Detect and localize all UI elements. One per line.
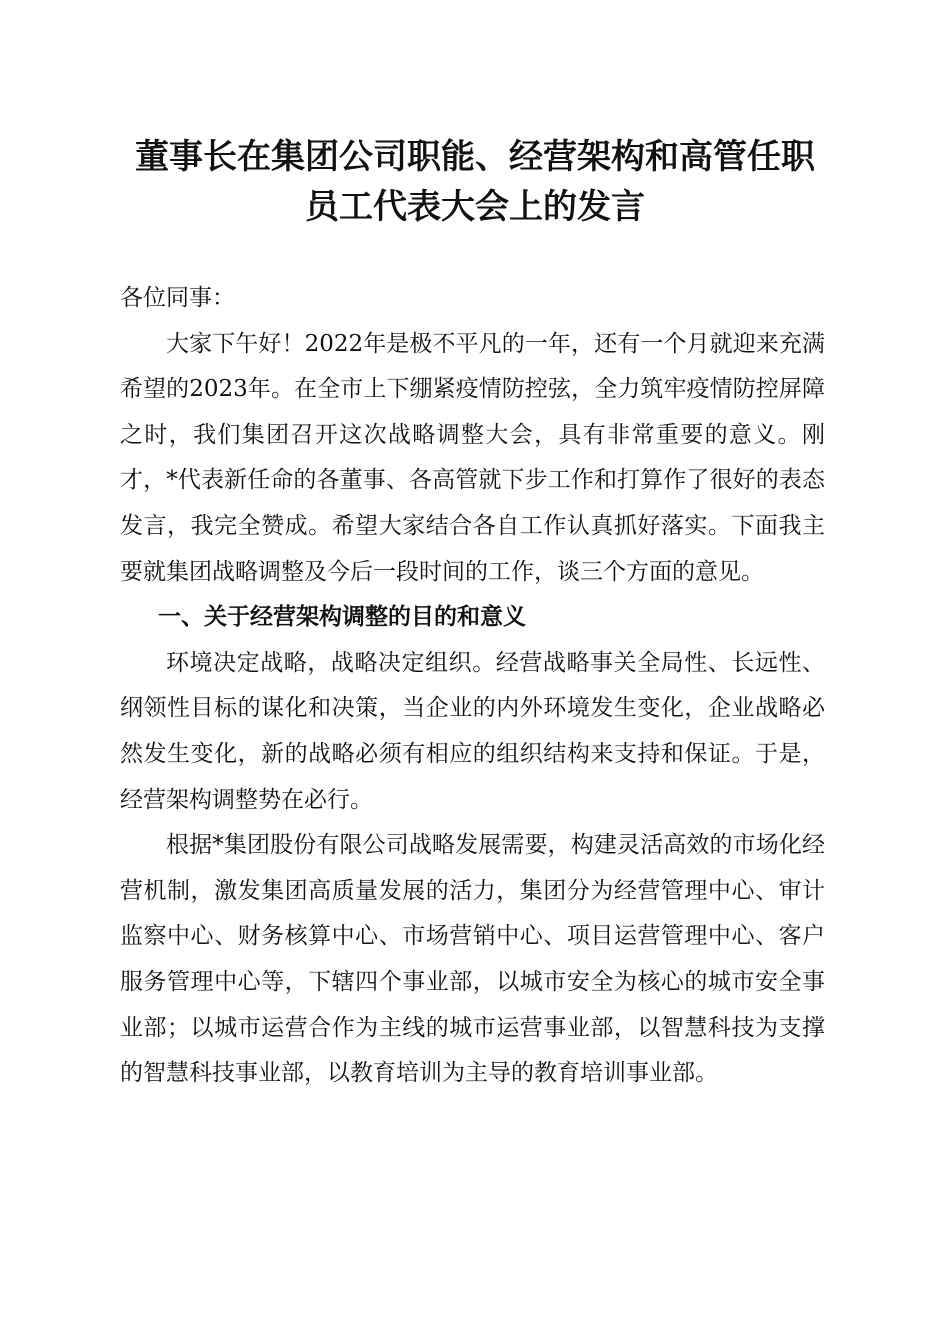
title-line-2: 员工代表大会上的发言 bbox=[305, 187, 645, 227]
section-1-paragraph-1: 环境决定战略，战略决定组织。经营战略事关全局性、长远性、纲领性目标的谋化和决策，当企业的内外环境发生变化，企业战略必然发生变化，新的战略必须有相应的组织结构来支持和保证。于是，经营架构调整势在必行。 bbox=[120, 649, 825, 813]
document-body bbox=[120, 276, 825, 1097]
salutation: 各位同事： bbox=[120, 285, 235, 311]
section-1-paragraph-2: 根据*集团股份有限公司战略发展需要，构建灵活高效的市场化经营机制，激发集团高质量发展的活力，集团分为经营管理中心、审计监察中心、财务核算中心、市场营销中心、项目运营管理中心、客户服务管理中心等，下辖四个事业部，以城市安全为核心的城市安全事业部；以城市运营合作为主线的城市运营事业部，以智慧科技为支撑的智慧科技事业部，以教育培训为主导的教育培训事业部。 bbox=[120, 832, 825, 1087]
document-title bbox=[100, 132, 850, 232]
title-line-1: 董事长在集团公司职能、经营架构和高管任职 bbox=[135, 137, 815, 177]
opening-paragraph: 大家下午好！2022年是极不平凡的一年，还有一个月就迎来充满希望的2023年。在全市上下绷紧疫情防控弦，全力筑牢疫情防控屏障之时，我们集团召开这次战略调整大会，具有非常重要的意义。刚才，*代表新任命的各董事、各高管就下步工作和打算作了很好的表态发言，我完全赞成。希望大家结合各自工作认真抓好落实。下面我主要就集团战略调整及今后一段时间的工作，谈三个方面的意见。 bbox=[120, 330, 825, 585]
section-heading-1: 一、关于经营架构调整的目的和意义 bbox=[158, 604, 526, 631]
